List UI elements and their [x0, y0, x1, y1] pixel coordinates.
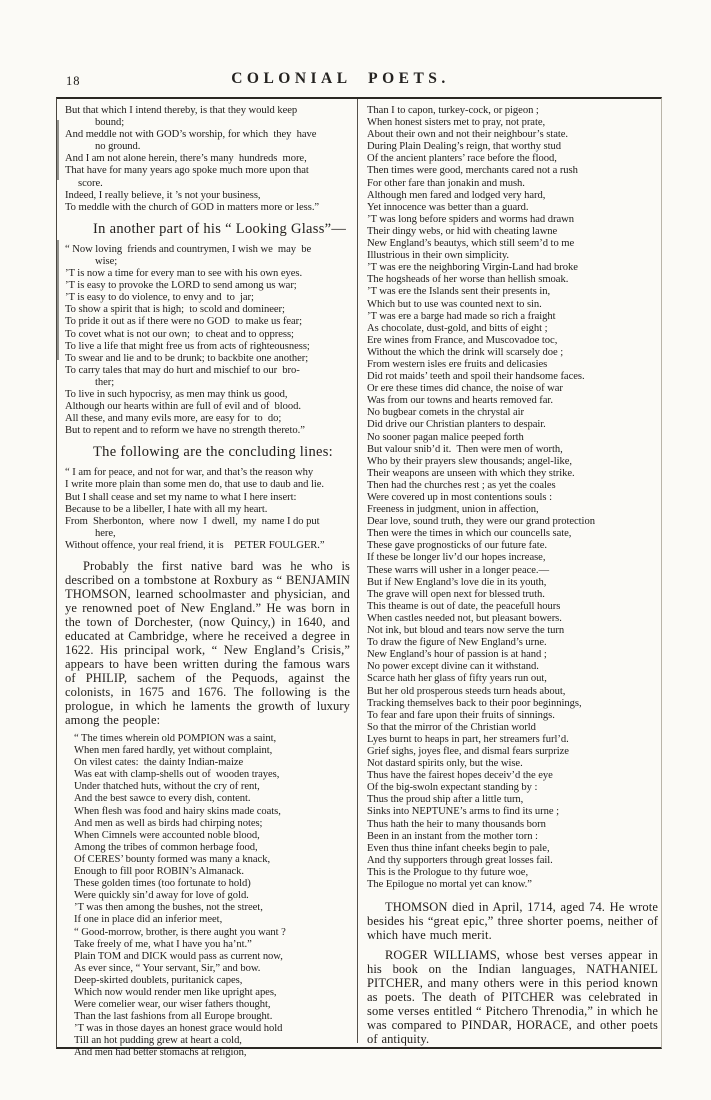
- verse-line: Tracking themselves back to their poor beginnings,: [367, 697, 582, 709]
- verse-block-now-loving-friends: [65, 244, 350, 438]
- verse-line: no ground.: [95, 141, 141, 153]
- verse-line: To show a spirit that is high; to scold and domineer;: [65, 304, 285, 316]
- verse-line: To covet what is not our own; to cheat and to oppress;: [65, 328, 294, 340]
- verse-line: To pride it out as if there were no GOD to make us fear;: [65, 316, 303, 328]
- verse-line: To swear and lie and to be drunk; to backbite one another;: [65, 352, 309, 364]
- verse-line: Were covered up in most contentions souls :: [367, 492, 552, 503]
- verse-line: And meddle not with GOD’s worship, for which they have: [65, 129, 317, 141]
- verse-line: Illustrious in their own simplicity.: [367, 250, 509, 262]
- verse-line: And the best sawce to every dish, content.: [74, 793, 251, 805]
- verse-block-concluding-lines: [65, 467, 350, 552]
- verse-line: About their own and not their neighbour’s state.: [367, 129, 569, 141]
- verse-line: Were comelier wear, our wiser fathers thought,: [74, 999, 271, 1011]
- paragraph-benjamin-thomson: Probably the first native bard was he who is described on a tombstone at Roxbury as “ BENJAMIN THOMSON, learned schoolmaster and physician, and ye renowned poet of New England.” He was born in the town of Dorchester, (now Quincy,) in 1640, and educated at Cambridge, where he received a degree in 1622. His principal work, “ New England’s Crisis,” appears to have been written during the famous wars of PHILIP, sachem of the Pequods, against the colonists, in 1675 and 1676. The following is the prologue, in which he laments the growth of luxury among the people:: [65, 559, 350, 727]
- verse-line: And thy supporters through great losses fail.: [367, 854, 553, 866]
- verse-line: This is the Prologue to thy future woe,: [367, 866, 529, 878]
- verse-line: When castles needed not, but pleasant bowers.: [367, 612, 562, 624]
- verse-line: These warrs will usher in a longer peace.—: [367, 564, 550, 576]
- verse-line: wise;: [95, 255, 118, 267]
- verse-line: During Plain Dealing’s reign, that worthy stud: [367, 141, 561, 153]
- verse-line: Of the big-swoln expectant standing by :: [367, 782, 538, 794]
- verse-line: ’T was ere the neighboring Virgin-Land had broke: [367, 262, 578, 274]
- verse-line: Grief sighs, joyes flee, and dismal fears surprize: [367, 745, 569, 757]
- verse-line: When flesh was food and hairy skins made coats,: [74, 805, 281, 817]
- verse-line: To live in such hypocrisy, as men may think us good,: [65, 388, 288, 400]
- verse-line: Enough to fill poor ROBIN’s Almanack.: [74, 866, 244, 878]
- verse-line: ’T was ere the Islands sent their presents in,: [367, 286, 551, 298]
- section-heading-concluding-lines: The following are the concluding lines:: [93, 444, 334, 461]
- verse-line: Sinks into NEPTUNE’s arms to find its urne ;: [367, 806, 560, 818]
- verse-line: Which now would render men like upright apes,: [74, 986, 277, 998]
- right-column: [358, 99, 662, 1047]
- verse-line: Even thus thine infant cheeks begin to pale,: [367, 842, 550, 854]
- verse-line: New England’s hour of passion is at hand ;: [367, 649, 547, 661]
- verse-line: “ Good-morrow, brother, is there aught you want ?: [74, 926, 286, 938]
- verse-line: When men fared hardly, yet without complaint,: [74, 745, 273, 757]
- verse-line: So that the mirror of the Christian world: [367, 721, 536, 733]
- verse-line: “ The times wherein old POMPION was a saint,: [74, 733, 277, 744]
- page-number: 18: [66, 74, 81, 88]
- verse-line: Thus hath the heir to many thousands born: [367, 818, 546, 830]
- verse-line: To carry tales that may do hurt and mischief to our bro-: [65, 364, 300, 376]
- verse-line: score.: [78, 177, 103, 189]
- verse-line: But her old prosperous steeds turn heads about,: [367, 685, 566, 697]
- verse-line: Yet innocence was better than a guard.: [367, 201, 529, 213]
- verse-line: “ I am for peace, and not for war, and that’s the reason why: [65, 467, 314, 479]
- verse-line: But if New England’s love die in its youth,: [367, 576, 547, 588]
- verse-line: Indeed, I really believe, it ’s not your business,: [65, 189, 261, 201]
- verse-line: Lyes burnt to heaps in part, her streamers furl’d.: [367, 733, 569, 745]
- verse-block-prologue-continued: [367, 105, 658, 891]
- verse-line: Their dingy webs, or hid with cheating lawne: [367, 225, 558, 237]
- verse-line: But that which I intend thereby, is that they would keep: [65, 105, 298, 116]
- verse-line: All these, and many evils more, are easy for to do;: [65, 413, 282, 425]
- verse-line: ’T is easy to do violence, to envy and to jar;: [65, 292, 254, 304]
- verse-line: And I am not alone herein, there’s many hundreds more,: [65, 153, 307, 165]
- verse-line: From Sherbonton, where now I dwell, my name I do put: [65, 515, 320, 527]
- verse-line: New England’s beautys, which still seem’d to me: [367, 238, 575, 250]
- verse-line: To fear and fare upon their fruits of sinnings.: [367, 709, 555, 721]
- verse-line: That have for many years ago spoke much more upon that: [65, 165, 309, 177]
- verse-line: Then had the churches rest ; as yet the coales: [367, 479, 556, 491]
- running-title: COLONIAL POETS.: [231, 70, 450, 87]
- verse-line: And men as well as birds had chirping notes;: [74, 817, 263, 829]
- verse-line: ’T was in those dayes an honest grace would hold: [74, 1023, 283, 1035]
- verse-line: And men had better stomachs at religion,: [74, 1047, 247, 1059]
- verse-line: I write more plain than some men do, that use to daub and lie.: [65, 479, 325, 491]
- verse-line: Not ink, but bloud and tears now serve the turn: [367, 625, 565, 637]
- verse-line: But I shall cease and set my name to what I here insert:: [65, 491, 297, 503]
- verse-line: Were quickly sin’d away for love of gold.: [74, 890, 249, 902]
- paragraph-roger-williams: ROGER WILLIAMS, whose best verses appear in his book on the Indian languages, NATHANIEL PITCHER, and many others were in this period known as poets. The death of PITCHER was celebrated in some verses entitled “ Pitchero Threnodia,” in which he was compared to PINDAR, HORACE, and other poets of antiquity.: [367, 948, 658, 1047]
- verse-line: This theame is out of date, the peacefull hours: [367, 600, 561, 612]
- verse-line: Although men fared and lodged very hard,: [367, 189, 546, 201]
- verse-line: Freeness in judgment, union in affection,: [367, 504, 539, 516]
- verse-line: But to repent and to reform we have no strength thereto.”: [65, 425, 305, 437]
- verse-line: If one in place did an inferior meet,: [74, 914, 223, 926]
- verse-line: Thus have the fairest hopes deceiv’d the eye: [367, 770, 553, 782]
- verse-line: Been in an instant from the mother torn :: [367, 830, 538, 842]
- verse-line: Than the last fashions from all Europe brought.: [74, 1011, 273, 1023]
- verse-line: The Epilogue no mortal yet can know.”: [367, 879, 532, 890]
- verse-line: Without the which the drink will scarsely doe ;: [367, 346, 564, 358]
- verse-line: From western isles ere fruits and delicasies: [367, 358, 548, 370]
- verse-line: ’T was long before spiders and worms had drawn: [367, 213, 574, 225]
- verse-line: Thus the proud ship after a little turn,: [367, 794, 524, 806]
- verse-line: Plain TOM and DICK would pass as current now,: [74, 950, 283, 962]
- verse-line: Under thatched huts, without the cry of rent,: [74, 781, 260, 793]
- verse-block-looking-glass-excerpt: [65, 105, 350, 214]
- verse-line: Than I to capon, turkey-cock, or pigeon ;: [367, 105, 539, 116]
- verse-line: Because to be a libeller, I hate with all my heart.: [65, 503, 268, 515]
- verse-line: Ere wines from France, and Muscovadoe toc,: [367, 334, 558, 346]
- verse-line: Was from our towns and hearts removed far.: [367, 395, 553, 407]
- verse-line: ’T is easy to provoke the LORD to send among us war;: [65, 280, 297, 292]
- verse-line: ’T was ere a barge had made so rich a fraight: [367, 310, 556, 322]
- verse-line: “ Now loving friends and countrymen, I wish we may be: [65, 243, 312, 255]
- verse-line: For other fare than jonakin and mush.: [367, 177, 525, 189]
- left-column: [56, 99, 357, 1059]
- verse-line: Which but to use was counted next to sin.: [367, 298, 542, 310]
- verse-line: Among the tribes of common herbage food,: [74, 841, 258, 853]
- verse-block-prologue: [65, 733, 350, 1060]
- verse-line: ther;: [95, 376, 115, 388]
- verse-line: To draw the figure of New England’s urne.: [367, 637, 547, 649]
- section-heading-looking-glass: In another part of his “ Looking Glass”—: [93, 220, 347, 237]
- verse-line: These golden times (too fortunate to hold): [74, 878, 251, 890]
- verse-line: Of the ancient planters’ race before the flood,: [367, 153, 557, 165]
- verse-line: Then were the times in which our councells sate,: [367, 528, 572, 540]
- verse-line: Deep-skirted doublets, puritanick capes,: [74, 974, 243, 986]
- verse-line: Till an hot pudding grew at heart a cold,: [74, 1035, 242, 1047]
- verse-line: Did rot maids’ teeth and spoil their handsome faces.: [367, 371, 585, 383]
- verse-line: bound;: [95, 117, 125, 129]
- verse-line: As ever since, “ Your servant, Sir,” and bow.: [74, 962, 261, 974]
- verse-line: These gave prognosticks of our future fate.: [367, 540, 547, 552]
- verse-line: Who by their prayers slew thousands; angel-like,: [367, 455, 573, 467]
- verse-line: The hogsheads of her worse than hellish smoak.: [367, 274, 569, 286]
- verse-line: Then times were good, merchants cared not a rush: [367, 165, 578, 177]
- verse-line: No bugbear comets in the chrystal air: [367, 407, 525, 419]
- verse-line: But valour snib’d it. Then were men of worth,: [367, 443, 563, 455]
- verse-line: Although our hearts within are full of evil and of blood.: [65, 401, 301, 413]
- verse-line: ’T is now a time for every man to see with his own eyes.: [65, 268, 303, 280]
- verse-line: Of CERES’ bounty formed was many a knack,: [74, 853, 271, 865]
- verse-line: Was eat with clamp-shells out of wooden trayes,: [74, 769, 280, 781]
- verse-line: Scarce hath her glass of fifty years run out,: [367, 673, 547, 685]
- verse-line: Take freely of me, what I have you ha’nt.”: [74, 938, 252, 950]
- verse-line: here,: [95, 527, 116, 539]
- verse-line: On vilest cates: the dainty Indian-maize: [74, 757, 244, 769]
- verse-line: If these be longer liv’d our hopes increase,: [367, 552, 546, 564]
- verse-line: No power except divine can it withstand.: [367, 661, 539, 673]
- verse-line: Their weapons are unseen with which they strike.: [367, 467, 575, 479]
- verse-line: No sooner pagan malice peeped forth: [367, 431, 524, 443]
- page-header: [0, 66, 711, 96]
- verse-line: Not dastard spirits only, but the wise.: [367, 758, 523, 770]
- verse-line: To live a life that might free us from acts of righteousness;: [65, 340, 310, 352]
- verse-line: Or ere these times did chance, the noise of war: [367, 383, 563, 395]
- verse-line: As chocolate, dust-gold, and bitts of eight ;: [367, 322, 548, 334]
- verse-line: Did drive our Christian planters to despair.: [367, 419, 546, 431]
- verse-line: When Cimnels were accounted noble blood,: [74, 829, 260, 841]
- verse-line: Dear love, sound truth, they were our grand protection: [367, 516, 595, 528]
- verse-line: To meddle with the church of GOD in matters more or less.”: [65, 201, 320, 213]
- verse-line: The grave will open next for blessed truth.: [367, 588, 545, 600]
- verse-line: ’T was then among the bushes, not the street,: [74, 902, 263, 914]
- verse-line: Without offence, your real friend, it is PETER FOULGER.”: [65, 539, 325, 551]
- verse-line: When honest sisters met to pray, not prate,: [367, 117, 546, 129]
- paragraph-thomson-death: THOMSON died in April, 1714, aged 74. He wrote besides his “great epic,” three shorter poems, neither of which have much merit.: [367, 900, 658, 943]
- text-columns: [56, 99, 662, 1059]
